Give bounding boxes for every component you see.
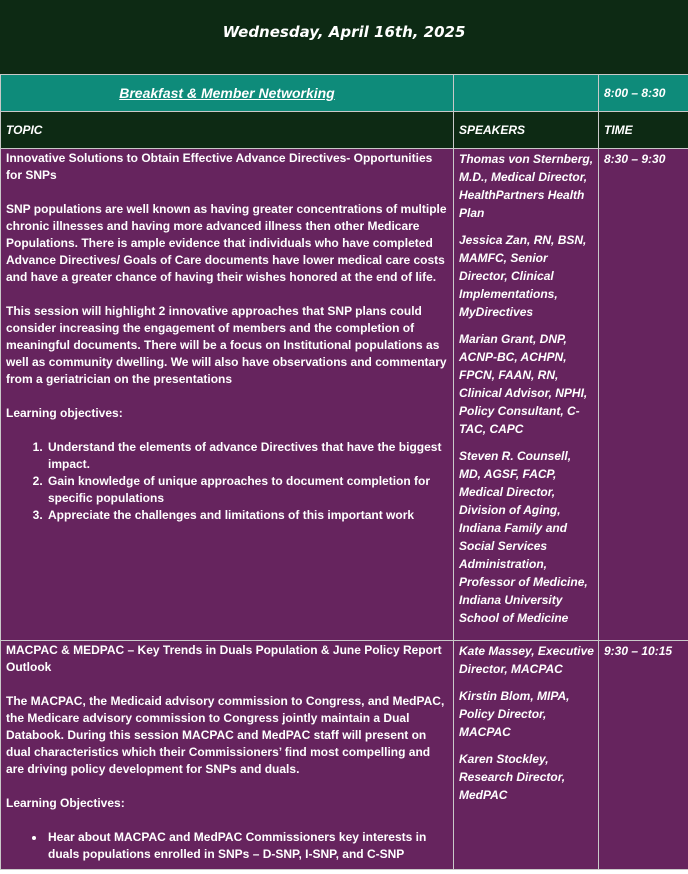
speaker-entry: Thomas von Sternberg, M.D., Medical Director, HealthPartners Health Plan [459,152,594,220]
objectives-label: Learning Objectives: [6,796,125,810]
agenda-table [0,74,688,870]
speaker-entry: Steven R. Counsell, MD, AGSF, FACP, Medical Director, Division of Aging, Indiana Family and Social Services Administration, Professor of Medicine, Indiana University School of Medicine [459,449,588,625]
session-speakers-cell [454,149,599,641]
objectives-list [6,829,448,863]
session-row-advance-directives [1,149,688,641]
speaker-entry: Kate Massey, Executive Director, MACPAC [459,644,594,676]
session-time: 8:30 – 9:30 [599,149,688,641]
column-header-row [1,112,688,149]
speaker-entry: Kirstin Blom, MIPA, Policy Director, MACPAC [459,689,570,739]
session-title: Innovative Solutions to Obtain Effective Advance Directives- Opportunities for SNPs [6,151,433,182]
objective-item: • Hear about MACPAC and MedPAC Commissioners key interests in duals populations enrolled in SNPs – D-SNP, I-SNP, and C-SNP [46,829,448,863]
speaker-entry: Karen Stockley, Research Director, MedPAC [459,752,566,802]
column-header-speakers: SPEAKERS [454,112,599,149]
objective-item: 2. Gain knowledge of unique approaches to document completion for specific populations [46,473,448,507]
column-header-time: TIME [599,112,688,149]
session-description: The MACPAC, the Medicaid advisory commission to Congress, and MedPAC, the Medicare advisory commission to Congress jointly maintain a Dual Databook. During this session MACPAC and MedPAC staff will present on dual characteristics which their Commissioners’ find most compelling and are driving policy development for SNPs and duals. [6,694,445,776]
session-row-macpac-medpac [1,641,688,870]
date-header: Wednesday, April 16th, 2025 [222,23,466,41]
session-description: This session will highlight 2 innovative approaches that SNP plans could consider increasing the engagement of members and the completion of meaningful documents. There will be a focus on Institutional populations as well as community dwelling. We will also have observations and commentary from a geriatrician on the presentations [6,304,447,386]
break-title: Breakfast & Member Networking [1,75,454,112]
session-description: SNP populations are well known as having greater concentrations of multiple chronic illnesses and having more advanced illness then other Medicare Populations. There is ample evidence that individuals who have completed Advance Directives/ Goals of Care documents have lower medical care costs and have a greater chance of having their wishes honored at the end of life. [6,202,447,284]
break-empty-cell [454,75,599,112]
objective-item: 1. Understand the elements of advance Directives that have the biggest impact. [46,439,448,473]
session-topic-cell [1,149,454,641]
objectives-label: Learning objectives: [6,406,123,420]
session-title: MACPAC & MEDPAC – Key Trends in Duals Population & June Policy Report Outlook [6,643,442,674]
session-time: 9:30 – 10:15 [599,641,688,870]
speaker-entry: Marian Grant, DNP, ACNP-BC, ACHPN, FPCN, FAAN, RN, Clinical Advisor, NPHI, Policy Consultant, C-TAC, CAPC [459,332,588,436]
session-topic-cell [1,641,454,870]
speaker-entry: Jessica Zan, RN, BSN, MAMFC, Senior Director, Clinical Implementations, MyDirectives [459,233,587,319]
break-time: 8:00 – 8:30 [599,75,688,112]
objectives-list [6,439,448,524]
objective-item: 3. Appreciate the challenges and limitations of this important work [46,507,448,524]
break-row [1,75,688,112]
date-header-band [0,0,688,74]
session-speakers-cell [454,641,599,870]
column-header-topic: TOPIC [1,112,454,149]
